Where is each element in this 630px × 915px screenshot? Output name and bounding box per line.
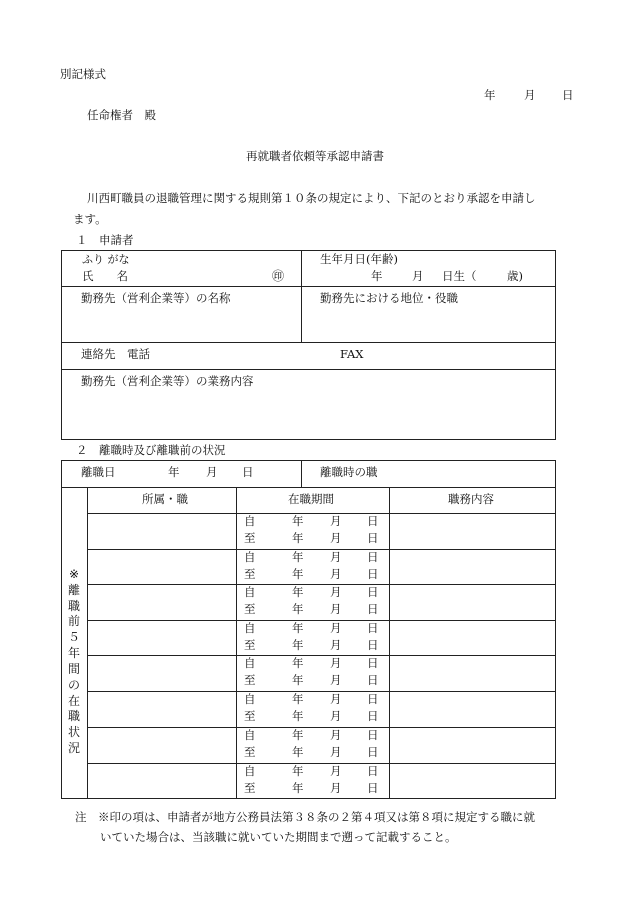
period-month: 月 [330, 728, 342, 742]
fax-label: FAX [340, 347, 364, 361]
period-month: 月 [330, 585, 342, 599]
column-period: 在職期間 [288, 492, 334, 506]
business-content-label: 勤務先（営利企業等）の業務内容 [81, 374, 254, 388]
retirement-position-label: 離職時の職 [320, 465, 378, 479]
intro-line-2: ます。 [73, 212, 107, 226]
period-day: 日 [367, 781, 379, 795]
contact-phone-label: 連絡先 電話 [81, 347, 150, 361]
date-day: 日 [562, 88, 574, 102]
side-label-char: ※ [68, 567, 80, 581]
side-label-char: 職 [67, 598, 80, 613]
period-day: 日 [367, 550, 379, 564]
period-year: 年 [292, 514, 304, 528]
date-year: 年 [484, 88, 496, 102]
furigana-label: ふり がな [82, 253, 130, 266]
period-day: 日 [367, 567, 379, 581]
period-from-label: 自 [244, 621, 256, 635]
section-1-heading: １ 申請者 [76, 233, 134, 247]
period-month: 月 [330, 602, 342, 616]
period-year: 年 [292, 764, 304, 778]
period-year: 年 [292, 638, 304, 652]
period-year: 年 [292, 745, 304, 759]
period-month: 月 [330, 550, 342, 564]
period-year: 年 [292, 550, 304, 564]
side-label-char: 況 [67, 741, 80, 756]
date-month: 月 [524, 88, 536, 102]
period-day: 日 [367, 673, 379, 687]
addressee: 任命権者 殿 [87, 108, 156, 122]
period-month: 月 [330, 638, 342, 652]
period-to-label: 至 [244, 745, 256, 759]
period-to-label: 至 [244, 781, 256, 795]
period-month: 月 [330, 514, 342, 528]
period-from-label: 自 [244, 550, 256, 564]
retirement-year: 年 [168, 465, 180, 479]
intro-line-1: 川西町職員の退職管理に関する規則第１０条の規定により、下記のとおり承認を申請し [87, 191, 536, 205]
period-to-label: 至 [244, 709, 256, 723]
period-month: 月 [330, 764, 342, 778]
period-year: 年 [292, 781, 304, 795]
retirement-day: 日 [242, 465, 254, 479]
birth-year: 年 [371, 269, 383, 283]
period-year: 年 [292, 585, 304, 599]
period-year: 年 [292, 692, 304, 706]
period-day: 日 [367, 728, 379, 742]
period-day: 日 [367, 745, 379, 759]
position-label: 勤務先における地位・役職 [320, 291, 458, 305]
period-to-label: 至 [244, 531, 256, 545]
name-label: 氏 名 [82, 269, 128, 283]
period-month: 月 [330, 621, 342, 635]
period-day: 日 [367, 692, 379, 706]
period-year: 年 [292, 531, 304, 545]
side-label-char: 離 [67, 582, 80, 597]
period-day: 日 [367, 531, 379, 545]
birth-month: 月 [412, 269, 424, 283]
period-day: 日 [367, 514, 379, 528]
period-to-label: 至 [244, 673, 256, 687]
period-month: 月 [330, 709, 342, 723]
period-from-label: 自 [244, 514, 256, 528]
side-label-char: 前 [67, 614, 80, 629]
period-month: 月 [330, 656, 342, 670]
period-day: 日 [367, 621, 379, 635]
side-label-char: 状 [67, 725, 80, 740]
period-day: 日 [367, 602, 379, 616]
side-label-char: 職 [67, 709, 80, 724]
period-day: 日 [367, 638, 379, 652]
section-2-heading: ２ 離職時及び離職前の状況 [76, 443, 226, 457]
side-label-char: ５ [67, 630, 80, 645]
period-month: 月 [330, 745, 342, 759]
side-label-char: 年 [67, 646, 80, 661]
note-line-2: いていた場合は、当該職に就いていた期間まで遡って記載すること。 [100, 830, 457, 844]
column-affiliation: 所属・職 [142, 492, 188, 506]
period-from-label: 自 [244, 728, 256, 742]
retirement-month: 月 [206, 465, 218, 479]
period-day: 日 [367, 656, 379, 670]
birth-day-suffix: 日生（ [442, 269, 477, 283]
period-to-label: 至 [244, 638, 256, 652]
period-year: 年 [292, 728, 304, 742]
period-year: 年 [292, 621, 304, 635]
document-title: 再就職者依頼等承認申請書 [246, 149, 384, 163]
period-from-label: 自 [244, 585, 256, 599]
period-year: 年 [292, 709, 304, 723]
side-label-char: 在 [67, 693, 80, 708]
period-from-label: 自 [244, 692, 256, 706]
form-label: 別記様式 [60, 67, 106, 81]
period-month: 月 [330, 567, 342, 581]
period-from-label: 自 [244, 656, 256, 670]
period-year: 年 [292, 656, 304, 670]
period-to-label: 至 [244, 602, 256, 616]
period-day: 日 [367, 764, 379, 778]
age-suffix: 歳) [507, 269, 523, 283]
period-day: 日 [367, 585, 379, 599]
period-year: 年 [292, 673, 304, 687]
side-label-char: の [67, 677, 80, 692]
period-from-label: 自 [244, 764, 256, 778]
period-to-label: 至 [244, 567, 256, 581]
employer-name-label: 勤務先（営利企業等）の名称 [81, 291, 231, 305]
note-line-1: 注 ※印の項は、申請者が地方公務員法第３８条の２第４項又は第８項に規定する職に就 [75, 810, 535, 824]
period-month: 月 [330, 781, 342, 795]
period-month: 月 [330, 531, 342, 545]
seal-mark: ㊞ [272, 269, 285, 283]
retirement-date-label: 離職日 [81, 465, 116, 479]
period-day: 日 [367, 709, 379, 723]
column-duties: 職務内容 [448, 492, 494, 506]
period-month: 月 [330, 673, 342, 687]
side-label-vertical [66, 567, 82, 757]
period-year: 年 [292, 567, 304, 581]
side-label-char: 間 [67, 661, 80, 676]
birthdate-label: 生年月日(年齢) [320, 252, 398, 266]
period-month: 月 [330, 692, 342, 706]
period-year: 年 [292, 602, 304, 616]
